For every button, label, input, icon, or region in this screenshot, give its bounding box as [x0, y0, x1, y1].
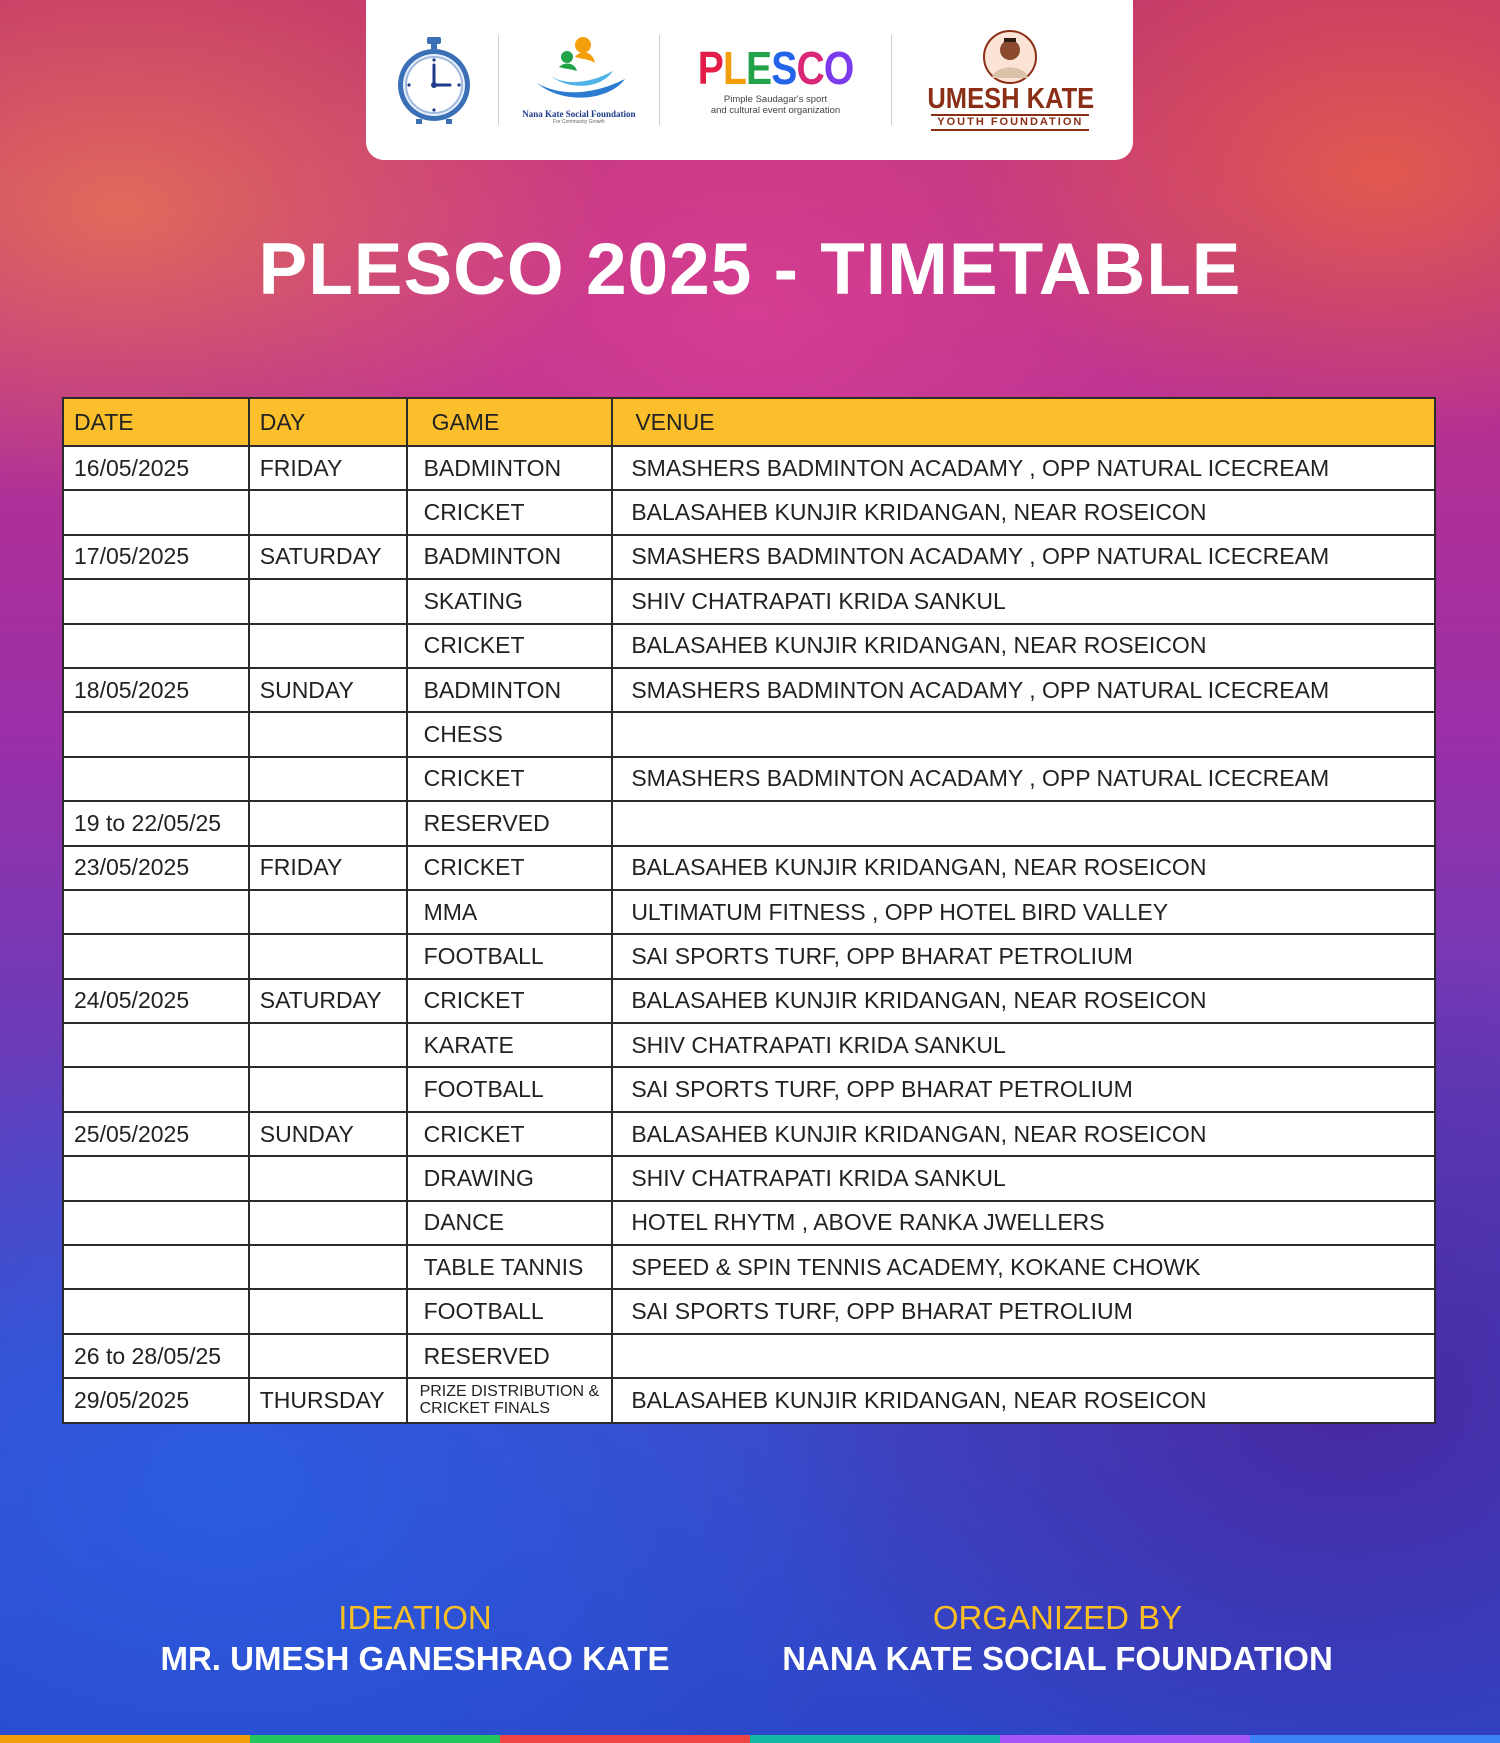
cell-game: TABLE TANNIS: [407, 1245, 613, 1289]
table-row: [63, 801, 1435, 845]
cell-date: [63, 934, 249, 978]
cell-day: [249, 490, 407, 534]
nana-kate-name: Nana Kate Social Foundation: [522, 109, 636, 119]
organized-name: NANA KATE SOCIAL FOUNDATION: [782, 1640, 1333, 1677]
cell-game: [407, 1378, 613, 1422]
cell-day: [249, 1023, 407, 1067]
cell-day: SATURDAY: [249, 535, 407, 579]
cell-day: [249, 801, 407, 845]
table-row: [63, 579, 1435, 623]
stripe-segment: [500, 1735, 750, 1743]
cell-date: [63, 1023, 249, 1067]
organized-label: ORGANIZED BY: [932, 1599, 1183, 1636]
plesco-logo: [684, 41, 867, 116]
umesh-kate-sub: YOUTH FOUNDATION: [931, 114, 1089, 131]
stripe-segment: [1250, 1735, 1500, 1743]
stripe-segment: [1000, 1735, 1250, 1743]
timetable-body: [63, 446, 1435, 1423]
cell-day: SUNDAY: [249, 668, 407, 712]
cell-game: CRICKET: [407, 624, 613, 668]
header-date: DATE: [63, 398, 249, 446]
table-row: [63, 446, 1435, 490]
cell-date: [63, 624, 249, 668]
cell-venue: [612, 712, 1435, 756]
cell-day: THURSDAY: [249, 1378, 407, 1422]
table-row: [63, 1156, 1435, 1200]
cell-date: 19 to 22/05/25: [63, 801, 249, 845]
cell-day: [249, 890, 407, 934]
cell-venue: BALASAHEB KUNJIR KRIDANGAN, NEAR ROSEICON: [612, 1378, 1435, 1422]
cell-venue: SAI SPORTS TURF, OPP BHARAT PETROLIUM: [612, 1289, 1435, 1333]
cell-day: FRIDAY: [249, 846, 407, 890]
cell-game: FOOTBALL: [407, 934, 613, 978]
table-row: [63, 1112, 1435, 1156]
logo-divider: [498, 35, 499, 125]
table-row: [63, 1289, 1435, 1333]
header-venue: VENUE: [612, 398, 1435, 446]
ideation-name: MR. UMESH GANESHRAO KATE: [160, 1640, 670, 1677]
cell-date: 17/05/2025: [63, 535, 249, 579]
cell-game: RESERVED: [407, 801, 613, 845]
cell-day: [249, 579, 407, 623]
table-row: [63, 1201, 1435, 1245]
cell-date: 26 to 28/05/25: [63, 1334, 249, 1378]
table-row: [63, 979, 1435, 1023]
plesco-wordmark: PLESCO: [697, 41, 854, 94]
cell-date: [63, 757, 249, 801]
cell-venue: SAI SPORTS TURF, OPP BHARAT PETROLIUM: [612, 1067, 1435, 1111]
cell-day: FRIDAY: [249, 446, 407, 490]
cell-venue: SHIV CHATRAPATI KRIDA SANKUL: [612, 1023, 1435, 1067]
cell-day: [249, 1334, 407, 1378]
cell-day: [249, 757, 407, 801]
cell-game: BADMINTON: [407, 446, 613, 490]
logo-divider: [891, 35, 892, 125]
cell-day: [249, 1289, 407, 1333]
cell-date: [63, 1289, 249, 1333]
cell-game: CRICKET: [407, 490, 613, 534]
cell-day: [249, 1245, 407, 1289]
cell-date: [63, 1067, 249, 1111]
stripe-segment: [250, 1735, 500, 1743]
cell-game: FOOTBALL: [407, 1067, 613, 1111]
bottom-color-stripe: [0, 1735, 1500, 1743]
umesh-kate-name: UMESH KATE: [926, 82, 1094, 115]
cell-day: [249, 1067, 407, 1111]
cell-date: 23/05/2025: [63, 846, 249, 890]
nana-kate-tagline: For Community Growth: [553, 119, 605, 125]
cell-date: 29/05/2025: [63, 1378, 249, 1422]
cell-venue: BALASAHEB KUNJIR KRIDANGAN, NEAR ROSEICON: [612, 1112, 1435, 1156]
header-day: DAY: [249, 398, 407, 446]
cell-venue: SHIV CHATRAPATI KRIDA SANKUL: [612, 1156, 1435, 1200]
cell-date: [63, 712, 249, 756]
cell-date: [63, 1245, 249, 1289]
cell-venue: SMASHERS BADMINTON ACADAMY , OPP NATURAL ICECREAM: [612, 446, 1435, 490]
cell-venue: BALASAHEB KUNJIR KRIDANGAN, NEAR ROSEICON: [612, 846, 1435, 890]
cell-venue: BALASAHEB KUNJIR KRIDANGAN, NEAR ROSEICON: [612, 979, 1435, 1023]
cell-day: [249, 624, 407, 668]
cell-game: CRICKET: [407, 1112, 613, 1156]
ideation-label: IDEATION: [338, 1599, 492, 1636]
table-row: [63, 668, 1435, 712]
cell-venue: [612, 1334, 1435, 1378]
cell-venue: HOTEL RHYTM , ABOVE RANKA JWELLERS: [612, 1201, 1435, 1245]
cell-day: [249, 934, 407, 978]
umesh-kate-logo: [916, 30, 1106, 131]
stripe-segment: [0, 1735, 250, 1743]
cell-game-text: PRIZE DISTRIBUTION & CRICKET FINALS: [419, 1383, 600, 1418]
cell-day: SATURDAY: [249, 979, 407, 1023]
cell-venue: SMASHERS BADMINTON ACADAMY , OPP NATURAL ICECREAM: [612, 535, 1435, 579]
cell-venue: ULTIMATUM FITNESS , OPP HOTEL BIRD VALLEY: [612, 890, 1435, 934]
organized-block: [745, 1598, 1370, 1680]
table-header-row: [63, 398, 1435, 446]
cell-day: [249, 1201, 407, 1245]
table-row: [63, 1023, 1435, 1067]
cell-game: CRICKET: [407, 757, 613, 801]
logo-divider: [659, 35, 660, 125]
cell-venue: SMASHERS BADMINTON ACADAMY , OPP NATURAL ICECREAM: [612, 668, 1435, 712]
cell-game: BADMINTON: [407, 535, 613, 579]
cell-venue: SPEED & SPIN TENNIS ACADEMY, KOKANE CHOWK: [612, 1245, 1435, 1289]
portrait-icon: [980, 30, 1040, 84]
cell-game: CRICKET: [407, 846, 613, 890]
cell-day: SUNDAY: [249, 1112, 407, 1156]
cell-date: 25/05/2025: [63, 1112, 249, 1156]
timetable: [62, 397, 1436, 1424]
cell-day: [249, 1156, 407, 1200]
stripe-segment: [750, 1735, 1000, 1743]
table-row: [63, 1245, 1435, 1289]
cell-date: [63, 579, 249, 623]
table-row: [63, 1378, 1435, 1422]
clock-logo: [394, 35, 474, 125]
cell-game: RESERVED: [407, 1334, 613, 1378]
cell-venue: [612, 801, 1435, 845]
cell-game: CRICKET: [407, 979, 613, 1023]
cell-game: FOOTBALL: [407, 1289, 613, 1333]
cell-game: DANCE: [407, 1201, 613, 1245]
nana-kate-logo: [522, 35, 635, 125]
table-row: [63, 1067, 1435, 1111]
page-title: PLESCO 2025 - TIMETABLE: [258, 229, 1242, 310]
cell-game: DRAWING: [407, 1156, 613, 1200]
cell-date: [63, 1201, 249, 1245]
cell-date: 16/05/2025: [63, 446, 249, 490]
cell-date: 24/05/2025: [63, 979, 249, 1023]
cell-venue: SAI SPORTS TURF, OPP BHARAT PETROLIUM: [612, 934, 1435, 978]
table-row: [63, 490, 1435, 534]
cell-venue: BALASAHEB KUNJIR KRIDANGAN, NEAR ROSEICON: [612, 624, 1435, 668]
table-row: [63, 535, 1435, 579]
cell-date: [63, 1156, 249, 1200]
cell-game: CHESS: [407, 712, 613, 756]
table-row: [63, 712, 1435, 756]
helping-hands-icon: [529, 35, 629, 107]
cell-date: [63, 890, 249, 934]
cell-venue: SHIV CHATRAPATI KRIDA SANKUL: [612, 579, 1435, 623]
table-row: [63, 757, 1435, 801]
header-game: GAME: [407, 398, 613, 446]
cell-date: [63, 490, 249, 534]
table-row: [63, 624, 1435, 668]
cell-game: MMA: [407, 890, 613, 934]
cell-venue: SMASHERS BADMINTON ACADAMY , OPP NATURAL ICECREAM: [612, 757, 1435, 801]
table-row: [63, 1334, 1435, 1378]
cell-day: [249, 712, 407, 756]
cell-date: 18/05/2025: [63, 668, 249, 712]
alarm-clock-icon: [394, 35, 474, 125]
table-row: [63, 846, 1435, 890]
logo-bar: [366, 0, 1133, 160]
table-row: [63, 934, 1435, 978]
ideation-block: [130, 1598, 700, 1680]
plesco-tagline: Pimple Saudagar's sport and cultural event organization: [710, 93, 841, 116]
cell-game: BADMINTON: [407, 668, 613, 712]
cell-game: SKATING: [407, 579, 613, 623]
cell-venue: BALASAHEB KUNJIR KRIDANGAN, NEAR ROSEICON: [612, 490, 1435, 534]
cell-game: KARATE: [407, 1023, 613, 1067]
table-row: [63, 890, 1435, 934]
